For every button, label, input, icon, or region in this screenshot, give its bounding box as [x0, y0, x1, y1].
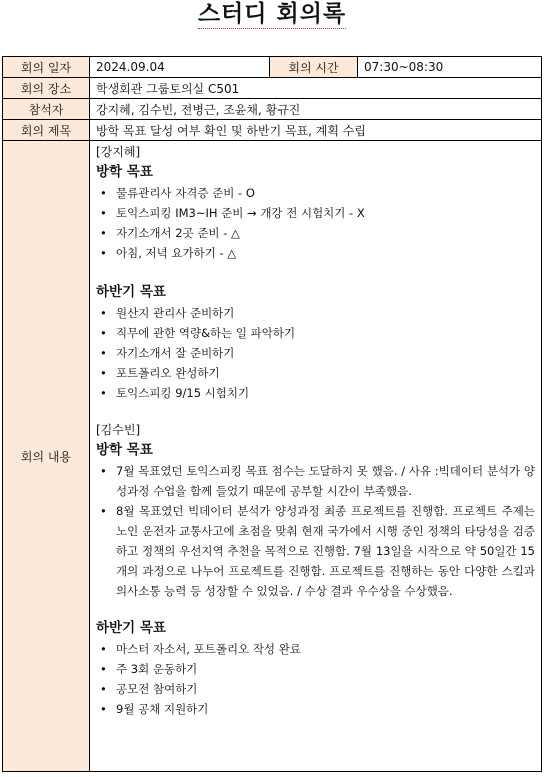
- list-item: • 원산지 관리사 준비하기: [96, 303, 535, 323]
- place-label: 회의 장소: [3, 78, 90, 99]
- subject-label: 회의 제목: [3, 120, 90, 141]
- list-item: • 토익스피킹 9/15 시험치기: [96, 383, 535, 403]
- list-item: • 물류관리사 자격증 준비 - O: [96, 183, 535, 203]
- list-item: • 자기소개서 2곳 준비 - △: [96, 223, 535, 243]
- content-body: [90, 141, 542, 772]
- content-label: 회의 내용: [3, 141, 90, 772]
- list-item: • 주 3회 운동하기: [96, 659, 535, 679]
- section-heading: 하반기 목표: [96, 620, 166, 636]
- row-place: [3, 78, 542, 99]
- second-half-goals-list: [96, 303, 535, 403]
- section-heading: 방학 목표: [96, 442, 153, 458]
- person-name: [김수빈]: [96, 423, 141, 437]
- list-item: • 직무에 관한 역량&하는 일 파악하기: [96, 323, 535, 343]
- vacation-goals-list: [96, 461, 535, 601]
- date-value: 2024.09.04: [90, 57, 270, 78]
- second-half-goals-list: [96, 639, 535, 719]
- time-value: 07:30~08:30: [358, 57, 542, 78]
- subject-value: 방학 목표 달성 여부 확인 및 하반기 목표, 계획 수립: [90, 120, 542, 141]
- attendees-value: 강지혜, 김수빈, 전병근, 조윤채, 황규진: [90, 99, 542, 120]
- row-date: [3, 57, 542, 78]
- vacation-goals-list: [96, 183, 535, 263]
- list-item: • 포트폴리오 완성하기: [96, 363, 535, 383]
- list-item: • 토익스피킹 IM3~IH 준비 → 개강 전 시험치기 - X: [96, 203, 535, 223]
- list-item: • 아침, 저녁 요가하기 - △: [96, 243, 535, 263]
- time-label: 회의 시간: [270, 57, 358, 78]
- date-label: 회의 일자: [3, 57, 90, 78]
- list-item: • 8월 목표였던 빅데이터 분석가 양성과정 최종 프로젝트를 진행함. 프로젝트 주제는 노인 운전자 교통사고에 초점을 맞춰 현재 국가에서 시행 중인 정책의 타당성을 검증하고 정책의 우선지역 추천을 목적으로 진행함. 7월 13일을 시작으로 약 50일간 15개의 과정으로 나누어 프로젝트를 진행함. 프로젝트를 진행하는 동안 다양한 스킬과 의사소통 능력 등 성장할 수 있었음. / 수상 결과 우수상을 수상했음.: [96, 501, 535, 601]
- minutes-table: [2, 56, 542, 772]
- list-item: • 마스터 자소서, 포트폴리오 작성 완료: [96, 639, 535, 659]
- person-name: [강지혜]: [96, 145, 141, 159]
- list-item: • 9월 공채 지원하기: [96, 699, 535, 719]
- list-item: • 자기소개서 잘 준비하기: [96, 343, 535, 363]
- document-title: 스터디 회의록: [197, 1, 347, 27]
- list-item: • 7월 목표였던 토익스피킹 목표 점수는 도달하지 못 했음. / 사유 :빅데이터 분석가 양성과정 수업을 함께 들었기 때문에 공부할 시간이 부족했음.: [96, 461, 535, 501]
- attendees-label: 참석자: [3, 99, 90, 120]
- place-value: 학생회관 그룹토의실 C501: [90, 78, 542, 99]
- list-item: • 공모전 참여하기: [96, 679, 535, 699]
- row-subject: [3, 120, 542, 141]
- section-heading: 하반기 목표: [96, 284, 166, 300]
- row-content: [3, 141, 542, 772]
- row-attendees: [3, 99, 542, 120]
- section-heading: 방학 목표: [96, 164, 153, 180]
